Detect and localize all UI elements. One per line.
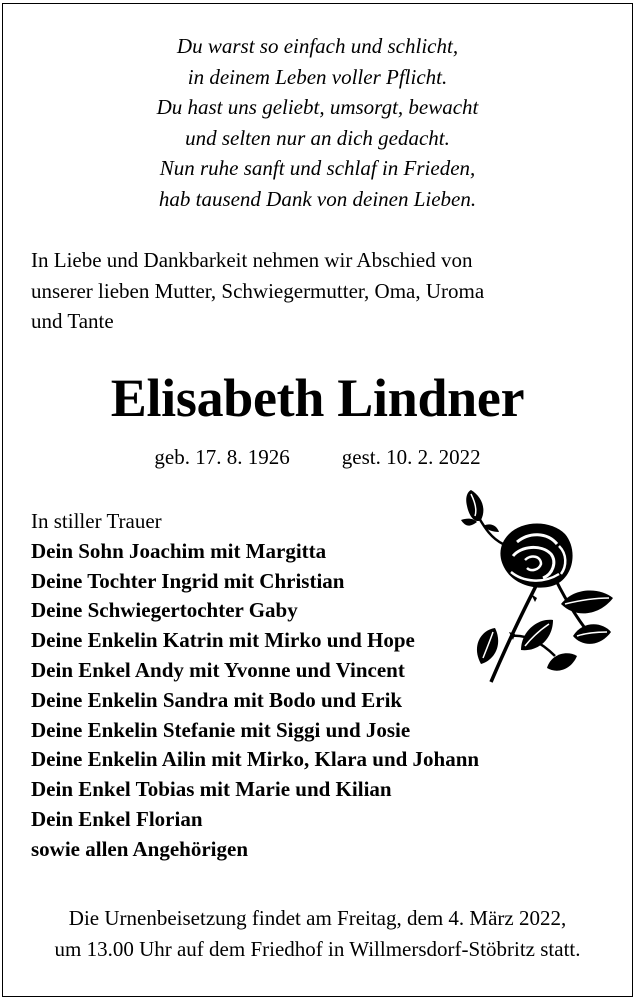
list-item: Deine Schwiegertochter Gaby (31, 598, 298, 623)
farewell-intro (31, 245, 591, 337)
rose-icon (451, 486, 619, 686)
list-item: Deine Tochter Ingrid mit Christian (31, 568, 345, 593)
list-item: Dein Sohn Joachim mit Margitta (31, 538, 327, 563)
list-item: Dein Enkel Tobias mit Marie und Kilian (31, 777, 392, 802)
intro-line: unserer lieben Mutter, Schwiegermutter, Oma, Uroma (31, 278, 485, 303)
mourning-heading: In stiller Trauer (31, 509, 162, 533)
list-item: Deine Enkelin Sandra mit Bodo und Erik (31, 687, 403, 712)
life-dates (3, 442, 632, 472)
list-item: Deine Enkelin Stefanie mit Siggi und Josie (31, 717, 411, 742)
intro-line: und Tante (31, 309, 114, 333)
birth-date: geb. 17. 8. 1926 (154, 445, 290, 469)
closing-line: um 13.00 Uhr auf dem Friedhof in Willmersdorf-Stöbritz statt. (54, 936, 581, 961)
intro-line: In Liebe und Dankbarkeit nehmen wir Abschied von (31, 248, 473, 272)
death-date: gest. 10. 2. 2022 (341, 445, 481, 469)
poem-line: hab tausend Dank von deinen Lieben. (158, 186, 477, 211)
poem-line: und selten nur an dich gedacht. (185, 125, 450, 150)
mourners-list (31, 507, 479, 865)
list-item: sowie allen Angehörigen (31, 836, 249, 861)
poem-line: Nun ruhe sanft und schlaf in Frieden, (159, 156, 476, 180)
list-item: Deine Enkelin Katrin mit Mirko und Hope (31, 628, 415, 653)
poem-line: Du warst so einfach und schlicht, (176, 34, 459, 58)
list-item: Dein Enkel Andy mit Yvonne und Vincent (31, 657, 405, 682)
poem-line: in deinem Leben voller Pflicht. (187, 64, 448, 89)
list-item: Deine Enkelin Ailin mit Mirko, Klara und Johann (31, 747, 480, 772)
memorial-poem (3, 31, 632, 214)
closing-line: Die Urnenbeisetzung findet am Freitag, dem 4. März 2022, (68, 906, 567, 930)
obituary-notice (2, 3, 633, 997)
list-item: Dein Enkel Florian (31, 806, 203, 831)
poem-line: Du hast uns geliebt, umsorgt, bewacht (156, 95, 479, 119)
funeral-announcement (3, 903, 632, 964)
deceased-name: Elisabeth Lindner (110, 368, 525, 428)
